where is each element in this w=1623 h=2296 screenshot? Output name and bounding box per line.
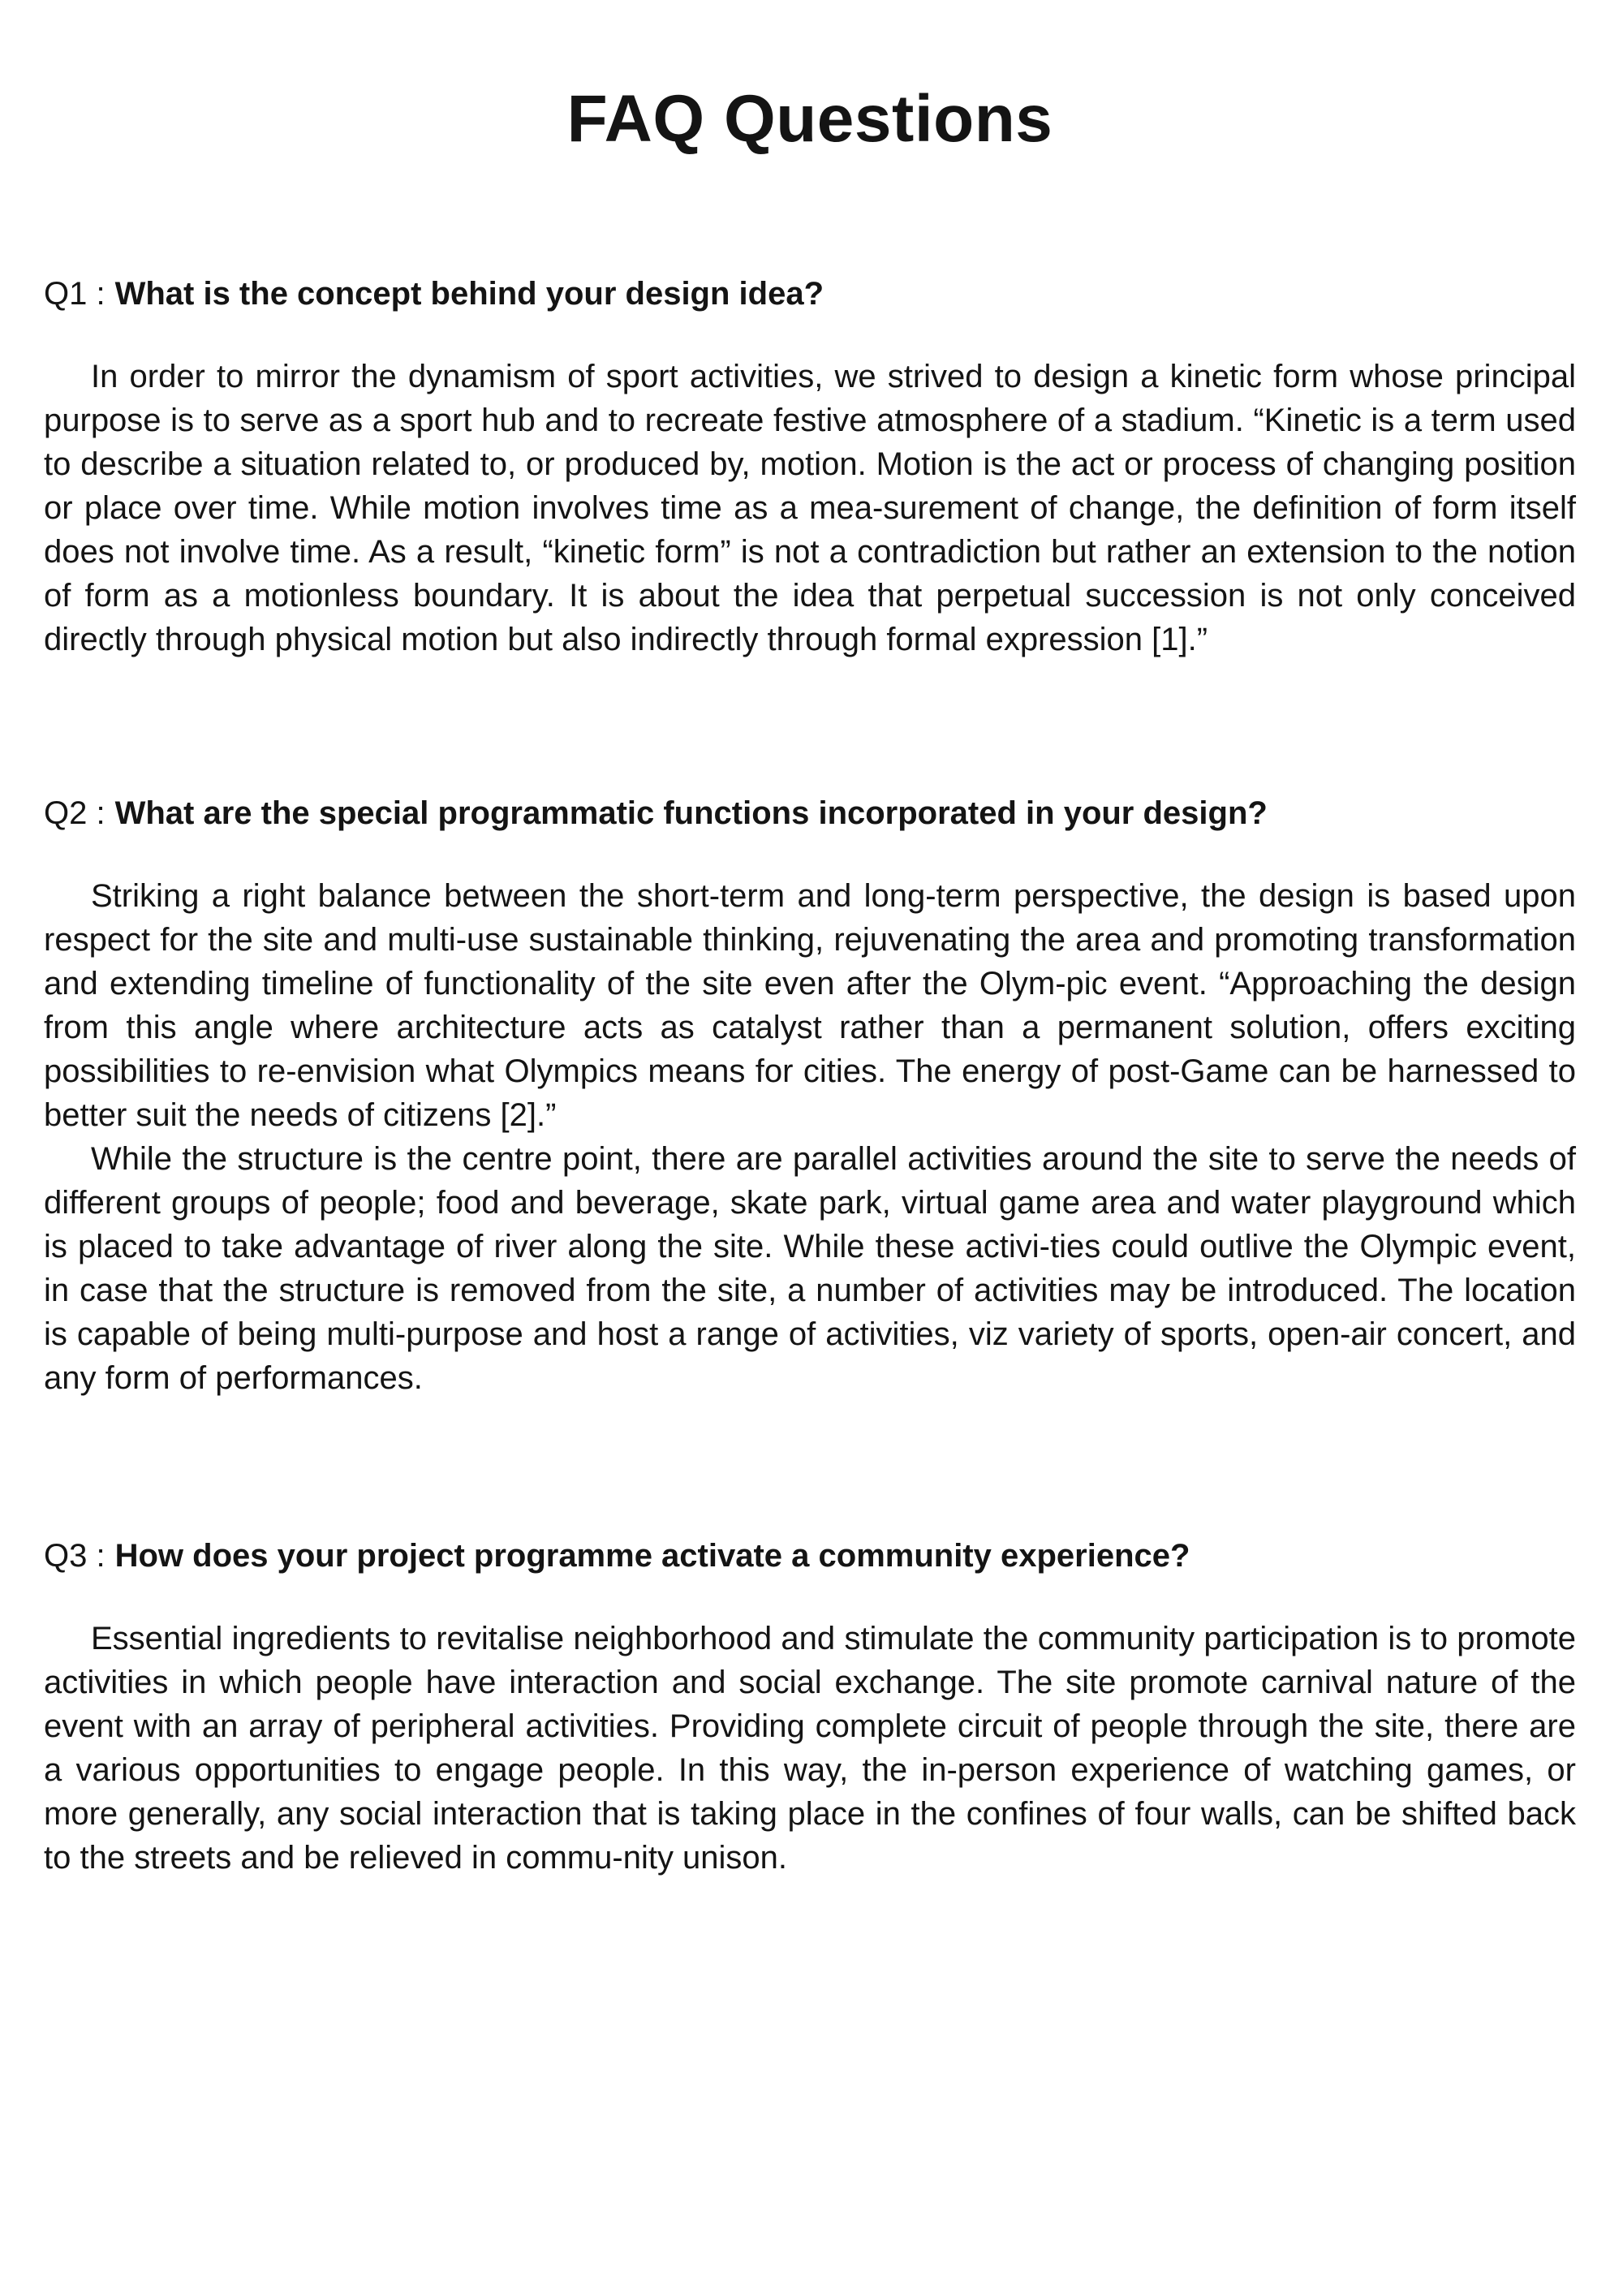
question-heading — [44, 1534, 1576, 1578]
answer-body — [44, 355, 1576, 661]
question-number: Q3 : — [44, 1538, 105, 1574]
answer-paragraph: Striking a right balance between the short-term and long-term perspective, the design is based upon respect for the site and multi-use sustainable thinking, rejuvenating the area and promoting transformation and extending timeline of functionality of the site even after the Olym-pic event. “Approaching the design from this angle where architecture acts as catalyst rather than a permanent solution, offers exciting possibilities to re-envision what Olympics means for cities. The energy of post-Game can be harnessed to better suit the needs of citizens [2].” — [44, 878, 1576, 1133]
faq-item-q3 — [44, 1534, 1576, 1880]
answer-paragraph: In order to mirror the dynamism of sport activities, we strived to design a kinetic form whose principal purpose is to serve as a sport hub and to recreate festive atmosphere of a stadium. “Kinetic is a term used to describe a situation related to, or produced by, motion. Motion is the act or process of changing position or place over time. While motion involves time as a mea-surement of change, the definition of form itself does not involve time. As a result, “kinetic form” is not a contradiction but rather an extension to the notion of form as a motionless boundary. It is about the idea that perpetual succession is not only conceived directly through physical motion but also indirectly through formal expression [1].” — [44, 359, 1576, 657]
question-number: Q2 : — [44, 795, 105, 831]
question-text: How does your project programme activate a community experience? — [114, 1538, 1190, 1574]
answer-paragraph: Essential ingredients to revitalise neighborhood and stimulate the community participation is to promote activities in which people have interaction and social exchange. The site promote carnival nature of the event with an array of peripheral activities. Providing complete circuit of people through the site, there are a various opportunities to engage people. In this way, the in-person experience of watching games, or more generally, any social interaction that is taking place in the confines of four walls, can be shifted back to the streets and be relieved in commu-nity unison. — [44, 1621, 1576, 1876]
answer-paragraph: While the structure is the centre point, there are parallel activities around the site to serve the needs of different groups of people; food and beverage, skate park, virtual game area and water playground which is placed to take advantage of river along the site. While these activi-ties could outlive the Olympic event, in case that the structure is removed from the site, a number of activities may be introduced. The location is capable of being multi-purpose and host a range of activities, viz variety of sports, open-air concert, and any form of performances. — [44, 1141, 1576, 1396]
question-heading — [44, 272, 1576, 316]
faq-item-q1 — [44, 272, 1576, 661]
question-heading — [44, 791, 1576, 835]
question-number: Q1 : — [44, 276, 105, 312]
faq-item-q2 — [44, 791, 1576, 1400]
question-text: What are the special programmatic functions incorporated in your design? — [114, 795, 1268, 831]
answer-body — [44, 874, 1576, 1400]
answer-body — [44, 1617, 1576, 1880]
page-title: FAQ Questions — [566, 82, 1053, 156]
question-text: What is the concept behind your design idea? — [114, 276, 824, 312]
